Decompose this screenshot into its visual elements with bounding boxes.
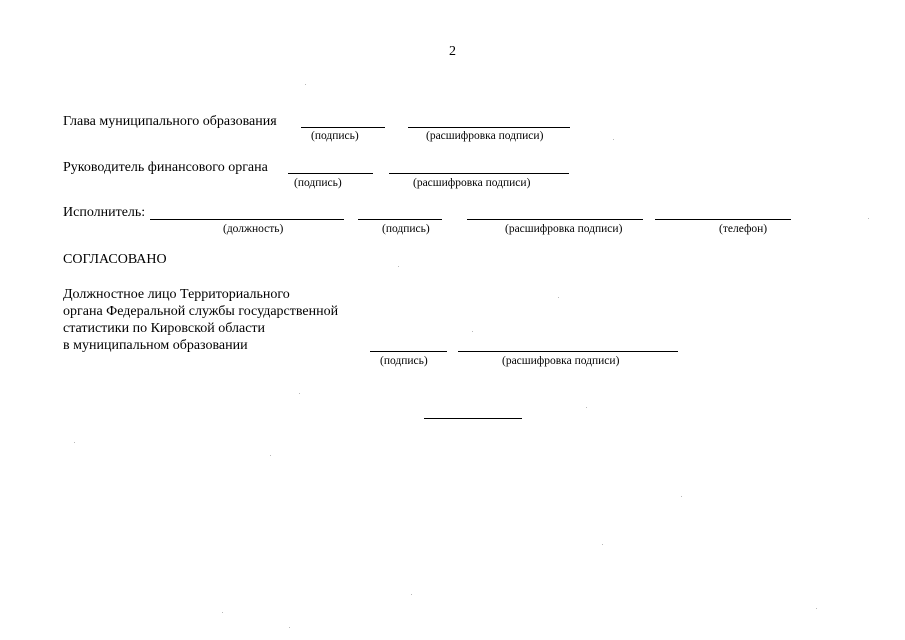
executor-signature-caption: (подпись): [382, 223, 430, 235]
executor-label: Исполнитель:: [63, 205, 146, 220]
finance-head-decoding-caption: (расшифровка подписи): [413, 177, 531, 189]
official-line: органа Федеральной службы государственной: [63, 304, 339, 319]
page-number: 2: [449, 44, 456, 59]
finance-head-label: Руководитель финансового органа: [63, 160, 268, 175]
executor-position-line[interactable]: [150, 219, 344, 220]
end-of-document-rule: [424, 418, 522, 419]
official-line: статистики по Кировской области: [63, 321, 266, 336]
scan-speck: [398, 266, 399, 267]
executor-phone-caption: (телефон): [719, 223, 768, 235]
executor-signature-line[interactable]: [358, 219, 442, 220]
head-signature-line[interactable]: [301, 127, 385, 128]
scan-speck: [270, 455, 271, 456]
scan-speck: [289, 627, 290, 628]
official-line: Должностное лицо Территориального: [63, 287, 290, 302]
approved-heading: СОГЛАСОВАНО: [63, 252, 167, 267]
scan-speck: [868, 218, 869, 219]
executor-phone-line[interactable]: [655, 219, 791, 220]
scan-speck: [613, 139, 614, 140]
official-signature-caption: (подпись): [380, 355, 428, 367]
official-signature-line[interactable]: [370, 351, 447, 352]
head-signature-decoding-line[interactable]: [408, 127, 570, 128]
scan-speck: [299, 393, 300, 394]
scan-speck: [74, 442, 75, 443]
scan-speck: [602, 544, 603, 545]
scan-speck: [586, 407, 587, 408]
scan-speck: [305, 84, 306, 85]
finance-head-decoding-line[interactable]: [389, 173, 569, 174]
official-line: в муниципальном образовании: [63, 338, 248, 353]
scan-speck: [558, 297, 559, 298]
scan-speck: [411, 594, 412, 595]
finance-head-signature-caption: (подпись): [294, 177, 342, 189]
executor-decoding-caption: (расшифровка подписи): [505, 223, 623, 235]
scan-speck: [222, 612, 223, 613]
head-decoding-caption: (расшифровка подписи): [426, 130, 544, 142]
executor-position-caption: (должность): [223, 223, 284, 235]
official-decoding-caption: (расшифровка подписи): [502, 355, 620, 367]
scan-speck: [472, 331, 473, 332]
head-signature-caption: (подпись): [311, 130, 359, 142]
official-decoding-line[interactable]: [458, 351, 678, 352]
executor-decoding-line[interactable]: [467, 219, 643, 220]
scan-speck: [681, 496, 682, 497]
statistics-official-block: [63, 286, 338, 354]
finance-head-signature-line[interactable]: [288, 173, 373, 174]
head-of-municipality-label: Глава муниципального образования: [63, 114, 277, 129]
scan-speck: [816, 608, 817, 609]
